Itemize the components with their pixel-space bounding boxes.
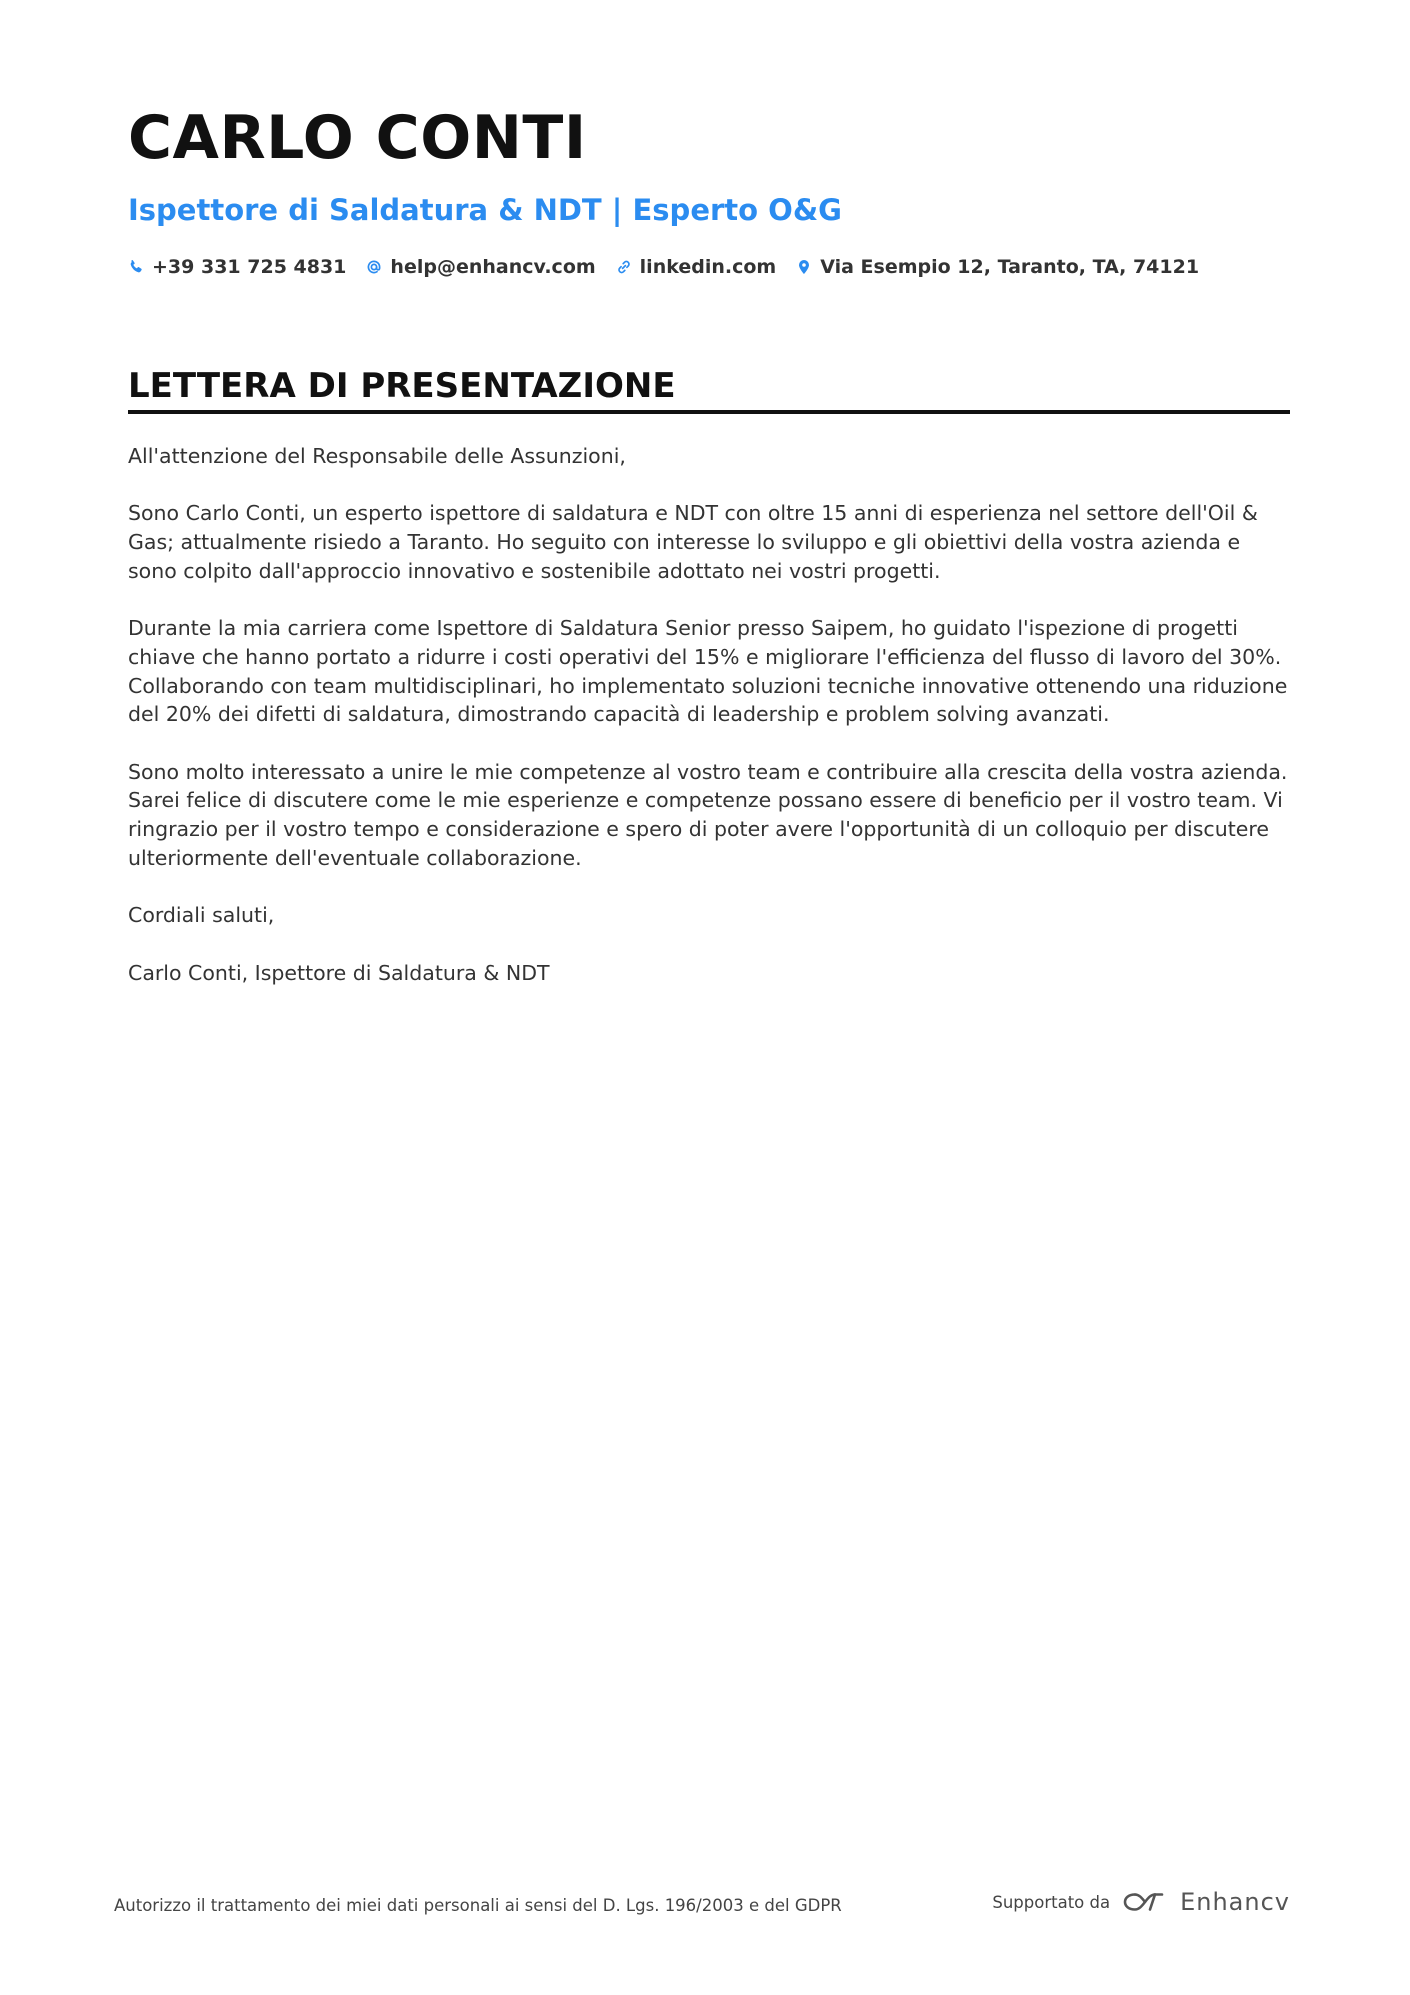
contact-email[interactable]: [366, 256, 595, 278]
section-divider: [128, 410, 1290, 414]
letter-greeting: All'attenzione del Responsabile delle Assunzioni,: [128, 444, 626, 468]
link-icon: [616, 259, 632, 275]
section-title: LETTERA DI PRESENTAZIONE: [128, 366, 676, 406]
contact-bar: [128, 256, 1199, 278]
letter-paragraph-3: Sono molto interessato a unire le mie competenze al vostro team e contribuire alla crescita della vostra azienda. Sarei felice di discutere come le mie esperienze e competenze possano essere di beneficio per il vostro team. Vi ringrazio per il vostro tempo e considerazione e spero di poter avere l'opportunità di un colloquio per discutere ulteriormente dell'eventuale collaborazione.: [128, 759, 1288, 870]
location-pin-icon: [796, 259, 812, 275]
contact-email-text: help@enhancv.com: [390, 256, 596, 278]
footer-consent-text: Autorizzo il trattamento dei miei dati personali ai sensi del D. Lgs. 196/2003 e del GDPR: [114, 1896, 842, 1915]
candidate-subtitle: Ispettore di Saldatura & NDT | Esperto O&G: [128, 193, 842, 227]
contact-phone: [128, 256, 346, 278]
contact-address-text: Via Esempio 12, Taranto, TA, 74121: [820, 256, 1200, 278]
phone-icon: [128, 259, 144, 275]
contact-linkedin[interactable]: [616, 256, 777, 278]
at-icon: [366, 259, 382, 275]
letter-closing: Cordiali saluti,: [128, 903, 275, 928]
letter-paragraph-1: Sono Carlo Conti, un esperto ispettore di saldatura e NDT con oltre 15 anni di esperienza nel settore dell'Oil & Gas; attualmente risiedo a Taranto. Ho seguito con interesse lo sviluppo e gli obiettivi della vostra azienda e sono colpito dall'approccio innovativo e sostenibile adottato nei vostri progetti.: [128, 501, 1258, 583]
contact-address: [796, 256, 1199, 278]
supported-by-text: Supportato da: [992, 1892, 1111, 1912]
brand-name-text: Enhancv: [1180, 1888, 1290, 1916]
enhancv-logo-icon: [1122, 1889, 1168, 1915]
contact-phone-text: +39 331 725 4831: [152, 256, 347, 278]
letter-body: [128, 442, 1293, 1016]
footer-brand[interactable]: [992, 1888, 1290, 1916]
contact-linkedin-text: linkedin.com: [639, 256, 777, 278]
letter-signature: Carlo Conti, Ispettore di Saldatura & NDT: [128, 960, 550, 985]
letter-paragraph-2: Durante la mia carriera come Ispettore di Saldatura Senior presso Saipem, ho guidato l'ispezione di progetti chiave che hanno portato a ridurre i costi operativi del 15% e migliorare l'efficienza del flusso di lavoro del 30%. Collaborando con team multidisciplinari, ho implementato soluzioni tecniche innovative ottenendo una riduzione del 20% dei difetti di saldatura, dimostrando capacità di leadership e problem solving avanzati.: [128, 616, 1288, 727]
candidate-name: CARLO CONTI: [128, 103, 587, 173]
